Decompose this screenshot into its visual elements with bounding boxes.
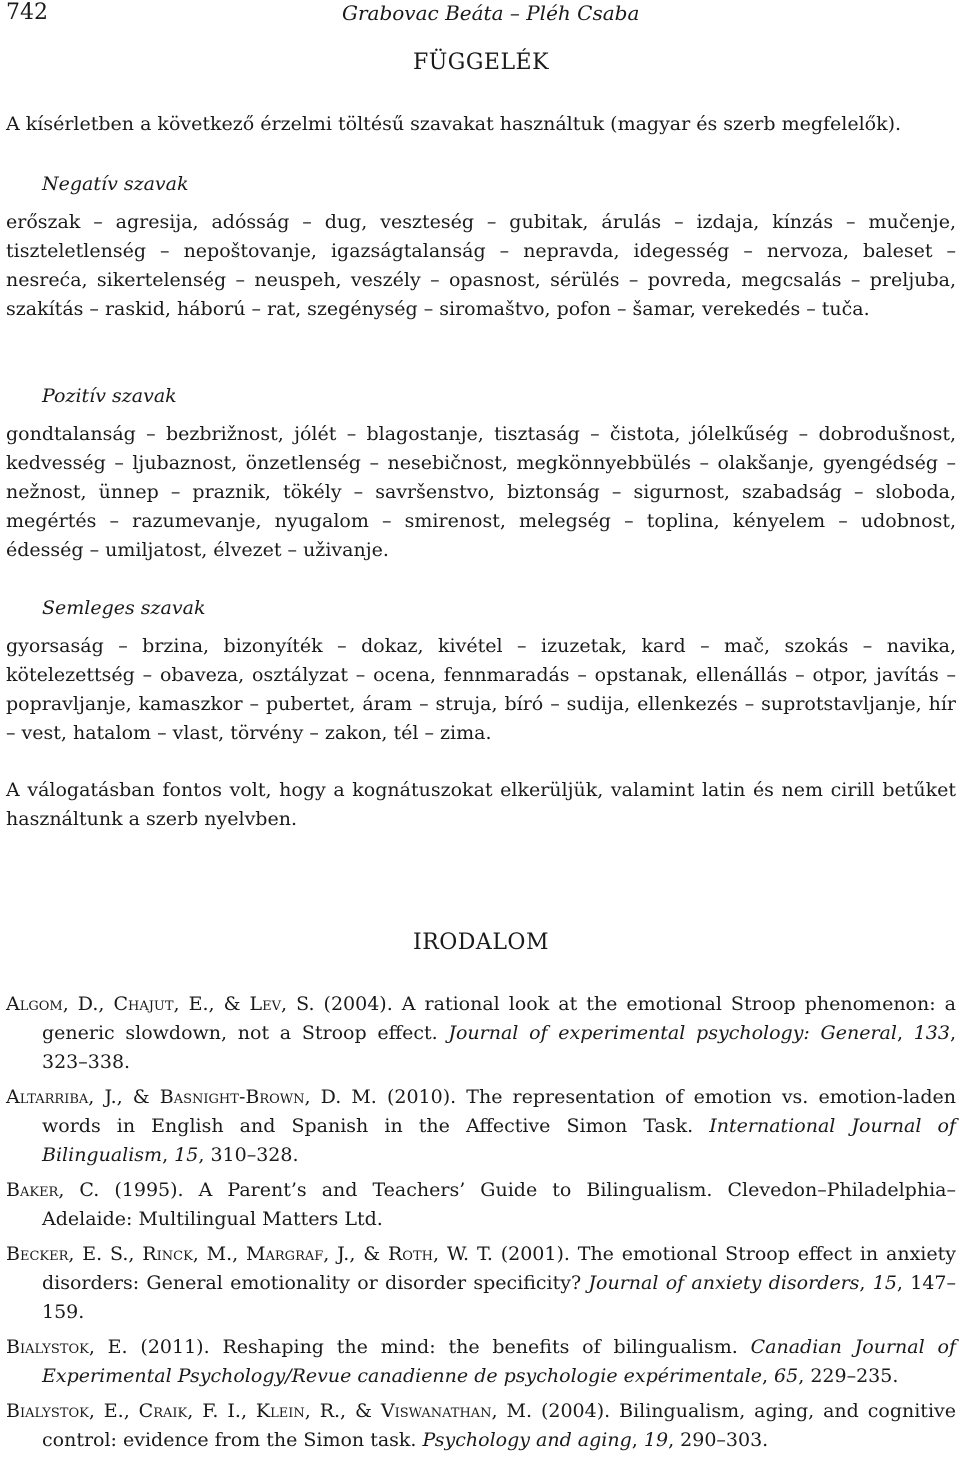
selection-note: A válogatásban fontos volt, hogy a kognátuszokat elkerüljük, valamint latin és nem cirill betűket használtunk a szerb nyelvben. xyxy=(6,779,956,830)
page-number: 742 xyxy=(6,0,48,25)
reference-pages: , 290–303. xyxy=(668,1429,769,1451)
reference-pages: , 323–338. xyxy=(42,1022,957,1073)
references-title: IRODALOM xyxy=(413,930,549,955)
neutral-words-heading: Semleges szavak xyxy=(42,597,206,619)
reference-pages: , 229–235. xyxy=(798,1365,899,1387)
reference-authors: Bialystok, E., Craik, F. I., Klein, R., & Viswanathan, M. xyxy=(6,1400,533,1422)
appendix-intro: A kísérletben a következő érzelmi töltésű szavakat használtuk (magyar és szerb megfelelők). xyxy=(6,113,902,135)
negative-words-heading: Negatív szavak xyxy=(42,173,189,195)
reference-journal: International Journal of Bilingualism xyxy=(42,1115,956,1166)
reference-authors: Altarriba, J., & Basnight-Brown, D. M. xyxy=(6,1086,377,1108)
reference-authors: Becker, E. S., Rinck, M., Margraf, J., & Roth, W. T. xyxy=(6,1243,493,1265)
positive-words-list: gondtalanság – bezbrižnost, jólét – blagostanje, tisztaság – čistota, jólelkűség – dobrodušnost, kedvesség – ljubaznost, önzetlenség – nesebičnost, megkönnyebbülés – olakšanje, gyengédség – nežnost, ünnep – praznik, tökély – savršenstvo, biztonság – sigurnost, szabadság – sloboda, megértés – razumevanje, nyugalom – smirenost, melegség – toplina, kényelem – udobnost, édesség – umiljatost, élvezet – uživanje. xyxy=(6,423,956,561)
reference-authors: Baker, C. xyxy=(6,1179,100,1201)
reference-volume: 65 xyxy=(774,1365,799,1387)
reference-details: (2011). Reshaping the mind: the benefits of bilingualism. xyxy=(127,1336,751,1358)
reference-item: Algom, D., Chajut, E., & Lev, S. (2004). A rational look at the emotional Stroop phenomenon: a generic slowdown, not a Stroop effect. Journal of experimental psychology: General, 133, 323–338. xyxy=(6,993,957,1073)
reference-volume: 15 xyxy=(174,1144,199,1166)
reference-journal: Journal of experimental psychology: General xyxy=(448,1022,897,1044)
reference-details: (2010). The representation of emotion vs. emotion-laden words in English and Spanish in the Affective Simon Task. xyxy=(42,1086,956,1137)
reference-volume: 133 xyxy=(913,1022,950,1044)
reference-authors: Algom, D., Chajut, E., & Lev, S. xyxy=(6,993,315,1015)
reference-details: (2004). A rational look at the emotional Stroop phenomenon: a generic slowdown, not a Stroop effect. xyxy=(42,993,956,1044)
reference-list xyxy=(6,990,956,1461)
reference-pages: , 147–159. xyxy=(42,1272,956,1323)
appendix-title: FÜGGELÉK xyxy=(412,50,550,75)
reference-pages: , 310–328. xyxy=(198,1144,299,1166)
reference-details: (2004). Bilingualism, aging, and cognitive control: evidence from the Simon task. xyxy=(42,1400,957,1451)
reference-volume: 19 xyxy=(643,1429,669,1451)
reference-item xyxy=(6,1176,956,1234)
reference-item: Bialystok, E. (2011). Reshaping the mind: the benefits of bilingualism. Canadian Journal of Experimental Psychology/Revue canadienne de psychologie expérimentale, 65, 229–235. xyxy=(6,1336,956,1387)
negative-words-list: erőszak – agresija, adósság – dug, veszteség – gubitak, árulás – izdaja, kínzás – mučenje, tiszteletlenség – nepoštovanje, igazságtalanság – nepravda, idegesség – nervoza, baleset – nesreća, sikertelenség – neuspeh, veszély – opasnost, sérülés – povreda, megcsalás – preljuba, szakítás – raskid, háború – rat, szegénység – siromaštvo, pofon – šamar, verekedés – tuča. xyxy=(6,211,956,320)
neutral-words-list: gyorsaság – brzina, bizonyíték – dokaz, kivétel – izuzetak, kard – mač, szokás – navika, kötelezettség – obaveza, osztályzat – ocena, fennmaradás – opstanak, ellenállás – otpor, javítás – popravljanje, kamaszkor – pubertet, áram – struja, bíró – sudija, ellenkezés – suprotstavljanje, hír – vest, hatalom – vlast, törvény – zakon, tél – zima. xyxy=(6,635,956,744)
reference-item: Becker, E. S., Rinck, M., Margraf, J., & Roth, W. T. (2001). The emotional Stroop effect in anxiety disorders: General emotionality or disorder specificity? Journal of anxiety disorders, 15, 147–159. xyxy=(6,1243,956,1323)
reference-details: (1995). A Parent’s and Teachers’ Guide to Bilingualism. Clevedon–Philadelphia–Adelaide: Multilingual Matters Ltd. xyxy=(42,1179,956,1230)
positive-words-heading: Pozitív szavak xyxy=(42,385,177,407)
reference-journal: Psychology and aging xyxy=(422,1429,632,1451)
page-header xyxy=(6,0,956,30)
reference-authors: Bialystok, E. xyxy=(6,1336,128,1358)
reference-item: Bialystok, E., Craik, F. I., Klein, R., & Viswanathan, M. (2004). Bilingualism, aging, and cognitive control: evidence from the Simon task. Psychology and aging, 19, 290–303. xyxy=(6,1400,957,1451)
reference-journal: Canadian Journal of Experimental Psychology/Revue canadienne de psychologie expérimentale xyxy=(42,1336,956,1387)
reference-details: (2001). The emotional Stroop effect in anxiety disorders: General emotionality or disorder specificity? xyxy=(42,1243,956,1294)
reference-journal: Journal of anxiety disorders xyxy=(588,1272,860,1294)
reference-volume: 15 xyxy=(872,1272,897,1294)
running-head: Grabovac Beáta – Pléh Csaba xyxy=(342,1,640,25)
reference-item: Altarriba, J., & Basnight-Brown, D. M. (2010). The representation of emotion vs. emotion-laden words in English and Spanish in the Affective Simon Task. International Journal of Bilingualism, 15, 310–328. xyxy=(6,1086,956,1166)
